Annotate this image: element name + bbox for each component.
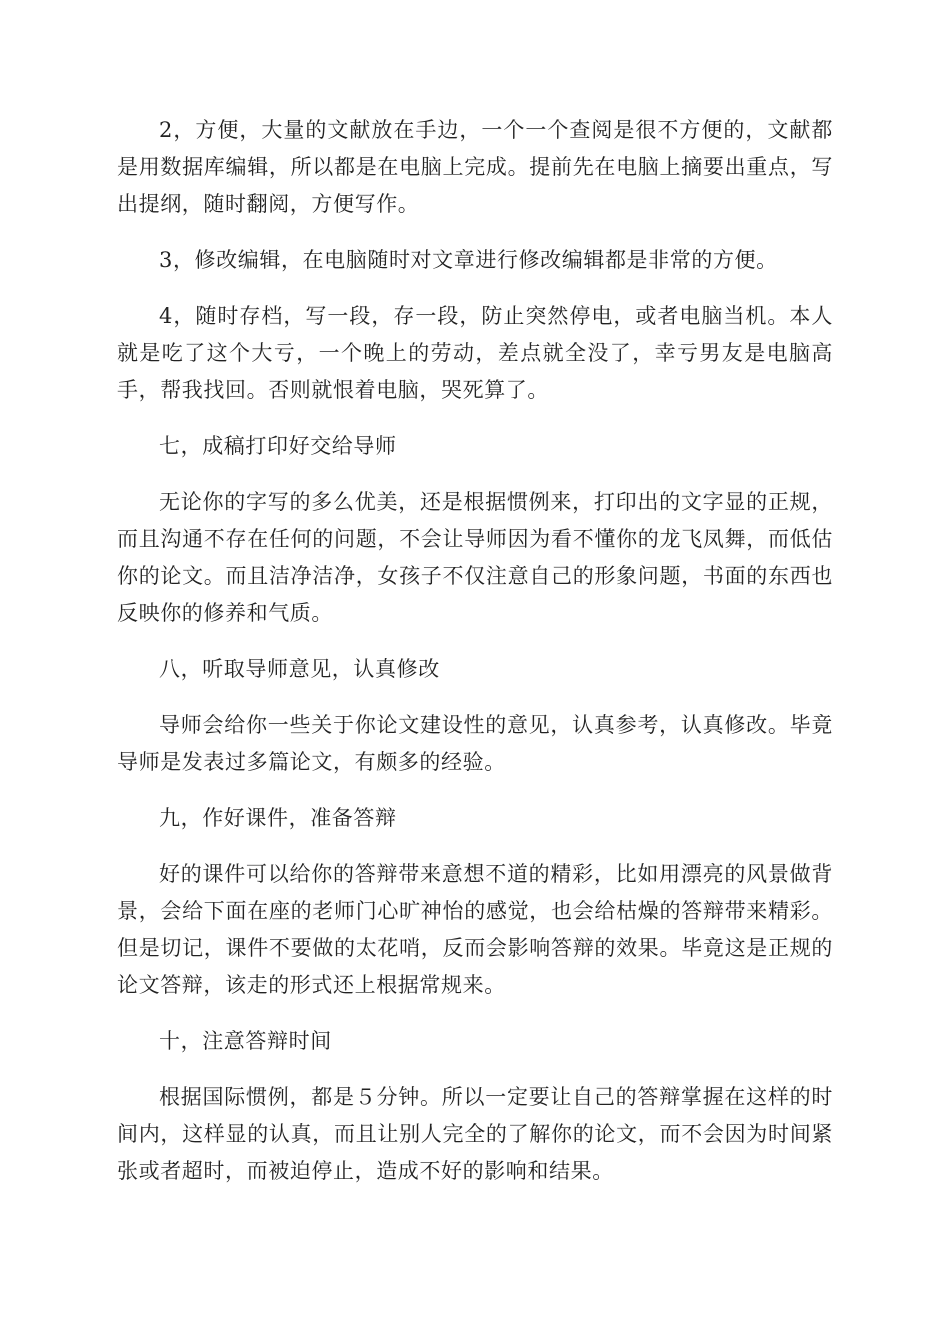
heading-section-9: 九，作好课件，准备答辩 (159, 806, 397, 830)
heading-section-8: 八，听取导师意见，认真修改 (159, 657, 440, 681)
paragraph-section-9: 好的课件可以给你的答辩带来意想不道的精彩，比如用漂亮的风景做背景，会给下面在座的老师门心旷神怡的感觉，也会给枯燥的答辩带来精彩。但是切记，课件不要做的太花哨，反而会影响答辩的效果。毕竟这是正规的论文答辩，该走的形式还上根据常规来。 (117, 862, 833, 997)
paragraph-editing: 3，修改编辑，在电脑随时对文章进行修改编辑都是非常的方便。 (159, 248, 778, 272)
paragraph-convenience: 2，方便，大量的文献放在手边，一个一个查阅是很不方便的，文献都是用数据库编辑，所以都是在电脑上完成。提前先在电脑上摘要出重点，写出提纲，随时翻阅，方便写作。 (117, 118, 833, 216)
heading-section-10: 十，注意答辩时间 (159, 1029, 332, 1053)
heading-section-7: 七，成稿打印好交给导师 (159, 434, 397, 458)
paragraph-saving: 4，随时存档，写一段，存一段，防止突然停电，或者电脑当机。本人就是吃了这个大亏，一个晚上的劳动，差点就全没了，幸亏男友是电脑高手，帮我找回。否则就恨着电脑，哭死算了。 (117, 304, 833, 402)
paragraph-section-10: 根据国际惯例，都是５分钟。所以一定要让自己的答辩掌握在这样的时间内，这样显的认真，而且让别人完全的了解你的论文，而不会因为时间紧张或者超时，而被迫停止，造成不好的影响和结果。 (117, 1085, 833, 1183)
paragraph-section-7: 无论你的字写的多么优美，还是根据惯例来，打印出的文字显的正规，而且沟通不存在任何的问题，不会让导师因为看不懂你的龙飞凤舞，而低估你的论文。而且洁净洁净，女孩子不仅注意自己的形象问题，书面的东西也反映你的修养和气质。 (117, 490, 833, 625)
paragraph-section-8: 导师会给你一些关于你论文建设性的意见，认真参考，认真修改。毕竟导师是发表过多篇论文，有颇多的经验。 (117, 713, 833, 774)
